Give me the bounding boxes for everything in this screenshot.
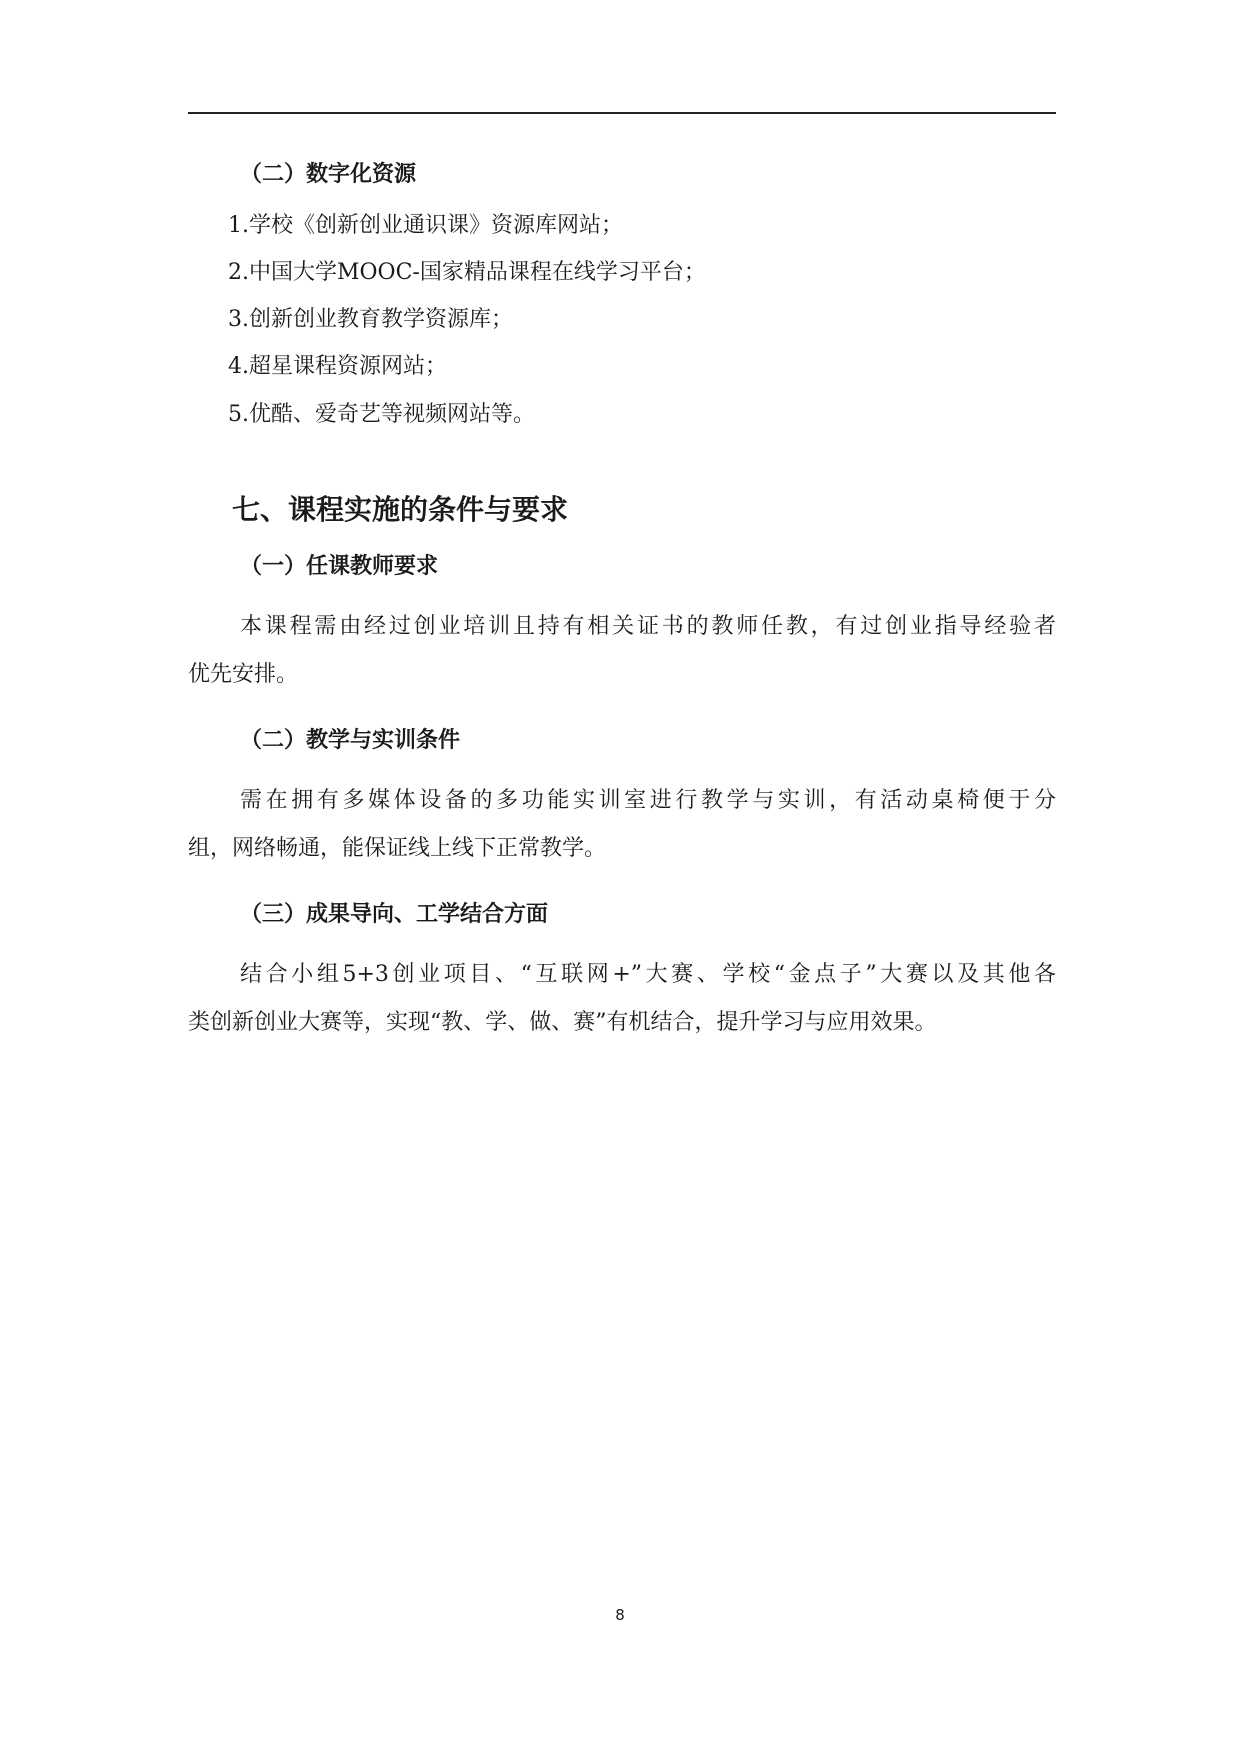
section-7-title: 七、课程实施的条件与要求 — [232, 493, 569, 526]
resource-item-4: 4.超星课程资源网站； — [228, 354, 447, 379]
outcome-orientation-line-1: 结合小组5+3创业项目、“互联网+”大赛、学校“金点子”大赛以及其他各 — [240, 962, 1056, 987]
resource-item-5: 5.优酷、爱奇艺等视频网站等。 — [228, 402, 535, 427]
outcome-orientation-line-2: 类创新创业大赛等，实现“教、学、做、赛”有机结合，提升学习与应用效果。 — [188, 1010, 937, 1035]
training-conditions-line-1: 需在拥有多媒体设备的多功能实训室进行教学与实训，有活动桌椅便于分 — [240, 788, 1056, 813]
training-conditions-paragraph — [188, 786, 1056, 864]
digital-resources-heading: （二）数字化资源 — [240, 162, 417, 187]
teacher-requirements-line-1: 本课程需由经过创业培训且持有相关证书的教师任教，有过创业指导经验者 — [240, 614, 1056, 639]
outcome-orientation-paragraph — [188, 960, 1056, 1038]
training-conditions-line-2: 组，网络畅通，能保证线上线下正常教学。 — [188, 836, 607, 861]
page-number: 8 — [615, 1606, 625, 1624]
training-conditions-heading: （二）教学与实训条件 — [240, 728, 461, 753]
outcome-orientation-heading: （三）成果导向、工学结合方面 — [240, 902, 549, 927]
resource-item-1: 1.学校《创新创业通识课》资源库网站； — [228, 213, 623, 238]
resource-item-2: 2.中国大学MOOC-国家精品课程在线学习平台； — [228, 260, 706, 285]
resource-item-3: 3.创新创业教育教学资源库； — [228, 307, 513, 332]
teacher-requirements-line-2: 优先安排。 — [188, 662, 299, 687]
teacher-requirements-paragraph — [188, 612, 1056, 690]
teacher-requirements-heading: （一）任课教师要求 — [240, 554, 439, 579]
header-rule — [188, 112, 1056, 114]
